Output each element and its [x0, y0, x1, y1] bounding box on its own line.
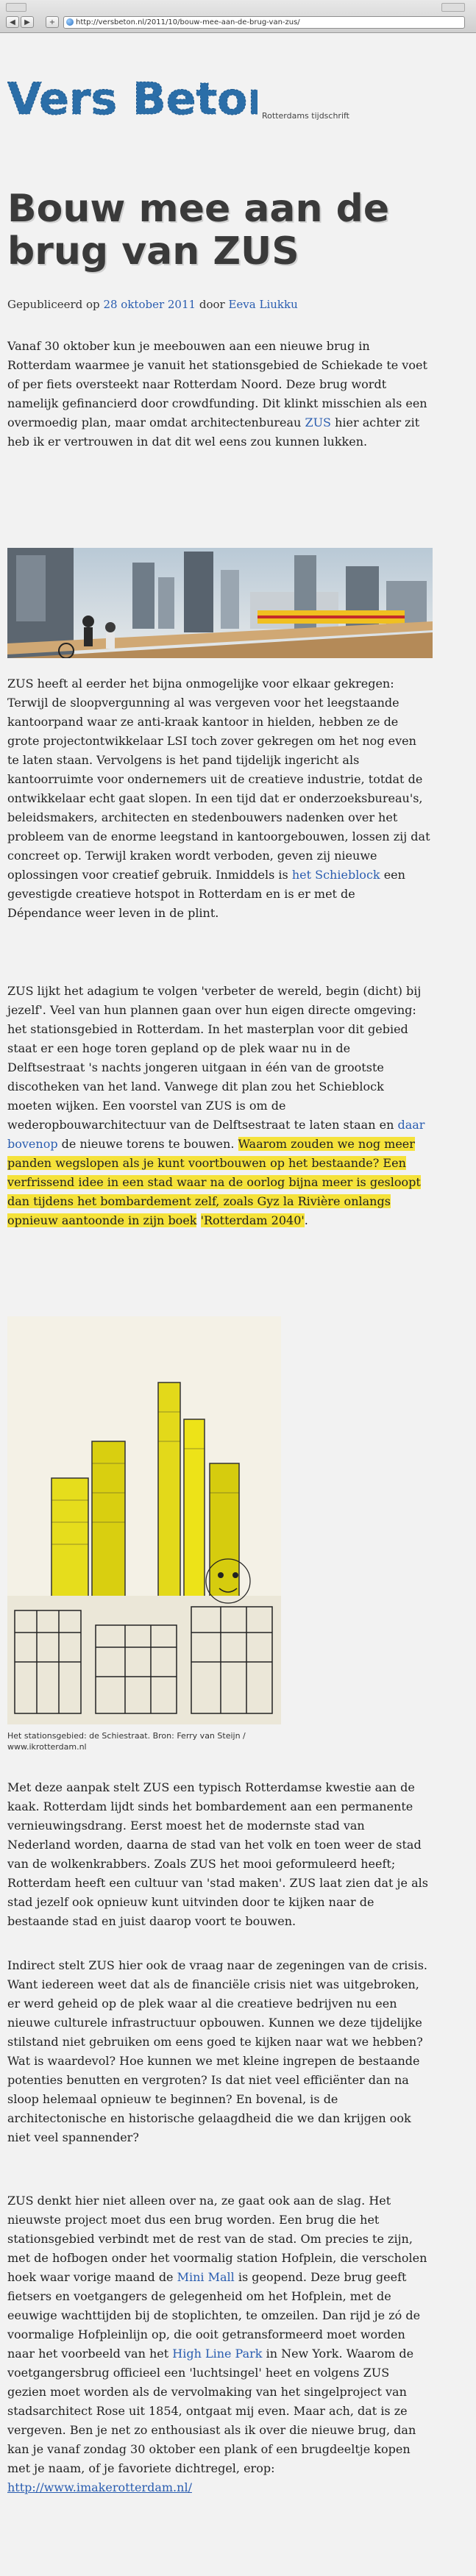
- paragraph-crisis: Indirect stelt ZUS hier ook de vraag naar de zegeningen van de crisis. Want iedereen weet dat als de financiële crisis niet was uitgebroken, er werd geheid op de plek waar al die creatieve bedrijven nu een nieuwe culturele infrastructuur opbouwen. Kunnen we deze tijdelijke stilstand niet gebruiken om eens goed te kijken naar wat we hebben? Wat is waardevol? Hoe kunnen we met kleine ingrepen de bestaande potenties benutten en vergroten? Is dat niet veel efficiënter dan na sloop helemaal opnieuw te beginnen? En bovenal, is de architectonische en historische gelaagdheid die we dan krijgen ook niet veel spannender?: [7, 1958, 427, 2144]
- paragraph-text: ZUS lijkt het adagium te volgen 'verbeter de wereld, begin (dicht) bij jezelf'. Veel van hun plannen gaan over hun eigen directe omgeving: het stationsgebied in Rotterdam. In het masterplan voor dit gebied staat er een hoge toren gepland op de plek waar nu in de Delftsestraat 's nachts jongeren uitgaan in één van de grootste discotheken van het land. Vanwege dit plan zou het Schieblock moeten wijken. Een voorstel van ZUS is om de wederopbouwarchitectuur van de Delftsestraat te laten staan en: [7, 984, 422, 1132]
- add-bookmark-button[interactable]: +: [46, 16, 59, 28]
- daar-bovenop-link[interactable]: daar bovenop: [7, 1118, 425, 1151]
- address-bar[interactable]: [63, 16, 465, 29]
- paragraph-schieblock: [7, 674, 430, 923]
- paragraph-text: is geopend. Deze brug geeft fietsers en voetgangers de gelegenheid om het Hofplein, met de eeuwige wachttijden bij de stoplichten, te omzeilen. Dan rijd je zó de voormalige Hofpleinlijn op, die ooit getransformeerd moet worden naar het voorbeeld van het: [7, 2270, 421, 2361]
- window-control[interactable]: [6, 3, 26, 12]
- article-meta: [7, 298, 298, 311]
- site-logo[interactable]: [7, 65, 257, 135]
- paragraph-masterplan: [7, 982, 430, 1230]
- paragraph-intro: [7, 337, 430, 452]
- bridge-rendering-image: [7, 548, 433, 658]
- web-page: [0, 33, 476, 2576]
- meta-published-label: Gepubliceerd op: [7, 298, 100, 311]
- paragraph-text: de nieuwe torens te bouwen.: [61, 1137, 235, 1151]
- logo-wordmark: [7, 65, 257, 132]
- window-resize-control[interactable]: [441, 3, 465, 12]
- paragraph-text: een gevestigde creatieve hotspot in Rotterdam en is er met de Dépendance weer leven in de plint.: [7, 868, 405, 920]
- paragraph-brug: [7, 2191, 430, 2497]
- paragraph-text: in New York. Waarom de voetgangersbrug officieel een 'luchtsingel' heet en volgens ZUS gezien moet worden als de vervolmaking van het singelproject van stadsarchitect Rose uit 1854, ontgaat mij even. Maar ach, dat is ze vergeven. Ben je net zo enthousiast als ik over die nieuwe brug, dan kan je vanaf zondag 30 oktober een plank of een brugdeeltje kopen met je naam, of je favoriete dichtregel, erop:: [7, 2347, 416, 2475]
- image-caption: Het stationsgebied: de Schiestraat. Bron: Ferry van Steijn / www.ikrotterdam.nl: [7, 1731, 246, 1752]
- forward-button[interactable]: ▶: [21, 16, 34, 28]
- paragraph-aanpak: Met deze aanpak stelt ZUS een typisch Rotterdamse kwestie aan de kaak. Rotterdam lijdt sinds het bombardement aan een permanente vernieuwingsdrang. Eerst moest het de modernste stad van Nederland worden, daarna de stad van het volk en toen weer de stad van de wolkenkrabbers. Zoals ZUS het mooi geformuleerd heeft; Rotterdam heeft een cultuur van 'stad maken'. ZUS laat zien dat je als stad jezelf ook opnieuw kunt uitvinden door te kijken naar de bestaande stad en juist daarop voort te bouwen.: [7, 1780, 428, 1928]
- logo-text: Vers Beton: [7, 74, 257, 125]
- high-line-park-link[interactable]: High Line Park: [172, 2347, 263, 2361]
- meta-by-label: door: [199, 298, 225, 311]
- article-title: Bouw mee aan de brug van ZUS: [7, 187, 390, 274]
- paragraph-text: ZUS denkt hier niet alleen over na, ze gaat ook aan de slag. Het nieuwste project moet dus een brug worden. Een brug die het stationsgebied verbindt met de rest van de stad. Om precies te zijn, met de hofbogen onder het voormalig station Hofplein, die verscholen hoek waar vorige maand de: [7, 2194, 427, 2284]
- globe-icon: [66, 18, 74, 26]
- mini-mall-link[interactable]: Mini Mall: [177, 2270, 235, 2284]
- schieblock-link[interactable]: het Schieblock: [291, 868, 380, 882]
- site-tagline: Rotterdams tijdschrift: [262, 111, 349, 121]
- highlighted-text: 'Rotterdam 2040': [200, 1213, 305, 1227]
- imakerotterdam-link[interactable]: http://www.imakerotterdam.nl/: [7, 2480, 192, 2494]
- paragraph-text: ZUS heeft al eerder het bijna onmogelijke voor elkaar gekregen: Terwijl de sloopvergunning al was vergeven voor het leegstaande kantoorpand waar ze anti-kraak kantoor in hielden, hebben ze de grote projectontwikkelaar LSI toch zover gekregen om het nog even te laten staan. Vervolgens is het pand tijdelijk ingericht als kantoorruimte voor ondernemers uit de creatieve industrie, totdat de ontwikkelaar echt gaat slopen. In een tijd dat er onderzoeksbureau's, beleidsmakers, architecten en stedenbouwers nadenken over het probleem van de enorme leegstand in kantoorgebouwen, lossen zij dat concreet op. Terwijl kraken wordt verboden, geven zij nieuwe oplossingen voor creatief gebruik. Inmiddels is: [7, 677, 430, 882]
- address-url: http://versbeton.nl/2011/10/bouw-mee-aan-de-brug-van-zus/: [76, 18, 300, 26]
- article-date-link[interactable]: 28 oktober 2011: [103, 298, 196, 311]
- paragraph-text: Vanaf 30 oktober kun je meebouwen aan een nieuwe brug in Rotterdam waarmee je vanuit het stationsgebied de Schiekade te voet of per fiets oversteekt naar Rotterdam Noord. Deze brug wordt namelijk gefinancierd door crowdfunding. Dit klinkt misschien als een overmoedig plan, maar omdat architectenbureau: [7, 339, 427, 429]
- zus-link[interactable]: ZUS: [305, 415, 332, 429]
- back-button[interactable]: ◀: [6, 16, 19, 28]
- browser-toolbar: [0, 0, 476, 33]
- article-author-link[interactable]: Eeva Liukku: [228, 298, 298, 311]
- highlighted-text: Waarom zouden we nog meer panden wegslopen als je kunt voortbouwen op het bestaande? Een verfrissend idee in een stad waar na de oorlog bijna meer is gesloopt dan tijdens het bombardement zelf, zoals Gyz la Rivière onlangs opnieuw aantoonde in zijn boek: [7, 1137, 421, 1227]
- paragraph-text: hier achter zit heb ik er vertrouwen in dat dit wel eens zou kunnen lukken.: [7, 415, 420, 449]
- paragraph-text: .: [304, 1213, 308, 1227]
- schiestraat-illustration: [7, 1316, 281, 1724]
